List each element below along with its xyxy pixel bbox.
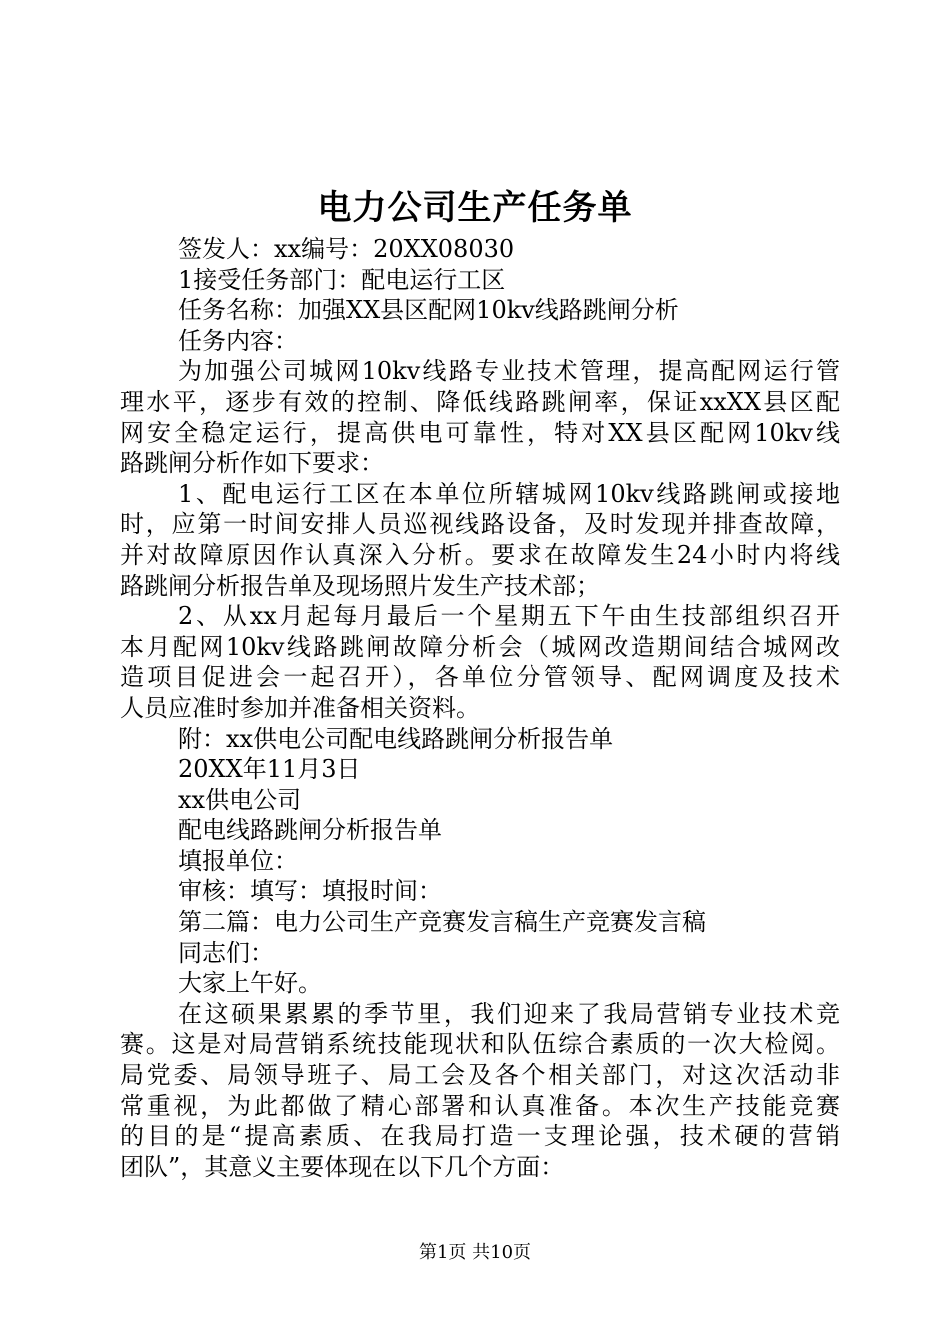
text-line: xx供电公司 bbox=[178, 785, 302, 814]
text-line: 团队”，其意义主要体现在以下几个方面： bbox=[120, 1152, 565, 1181]
text-line: 大家上午好。 bbox=[178, 969, 322, 998]
text-line: 常重视，为此都做了精心部署和认真准备。本次生产技能竞赛 bbox=[120, 1091, 840, 1120]
page-footer: 第1页 共10页 bbox=[418, 1242, 532, 1263]
text-line: 赛。这是对局营销系统技能现状和队伍综合素质的一次大检阅。 bbox=[120, 1030, 840, 1059]
text-line: 本月配网10kv线路跳闸故障分析会（城网改造期间结合城网改 bbox=[120, 632, 840, 661]
text-line: 第二篇：电力公司生产竞赛发言稿生产竞赛发言稿 bbox=[178, 908, 706, 937]
text-line: 局党委、局领导班子、局工会及各个相关部门，对这次活动非 bbox=[120, 1061, 840, 1090]
text-line: 并对故障原因作认真深入分析。要求在故障发生24小时内将线 bbox=[120, 540, 840, 569]
text-line: 配电线路跳闸分析报告单 bbox=[178, 816, 442, 845]
text-line: 同志们： bbox=[178, 938, 274, 967]
text-line: 路跳闸分析报告单及现场照片发生产技术部； bbox=[120, 571, 600, 600]
text-line: 的目的是“提高素质、在我局打造一支理论强，技术硬的营销 bbox=[120, 1122, 840, 1151]
text-line: 时，应第一时间安排人员巡视线路设备，及时发现并排查故障， bbox=[120, 510, 840, 539]
text-line: 人员应准时参加并准备相关资料。 bbox=[120, 693, 480, 722]
document-title: 电力公司生产任务单 bbox=[317, 188, 633, 228]
text-line: 2、从xx月起每月最后一个星期五下午由生技部组织召开 bbox=[178, 602, 840, 631]
text-line: 任务名称：加强XX县区配网10kv线路跳闸分析 bbox=[178, 296, 679, 325]
text-line: 1接受任务部门：配电运行工区 bbox=[178, 265, 506, 294]
text-line: 填报单位： bbox=[178, 846, 298, 875]
text-line: 任务内容： bbox=[178, 326, 298, 355]
text-line: 签发人：xx编号：20XX08030 bbox=[178, 235, 515, 263]
text-line: 路跳闸分析作如下要求： bbox=[120, 449, 384, 478]
text-line: 审核：填写：填报时间： bbox=[178, 877, 442, 906]
text-line: 在这硕果累累的季节里，我们迎来了我局营销专业技术竞 bbox=[178, 999, 840, 1028]
text-line: 附：xx供电公司配电线路跳闸分析报告单 bbox=[178, 724, 614, 753]
text-line: 造项目促进会一起召开），各单位分管领导、配网调度及技术 bbox=[120, 663, 840, 692]
text-line: 为加强公司城网10kv线路专业技术管理，提高配网运行管 bbox=[178, 357, 840, 386]
text-line: 网安全稳定运行，提高供电可靠性，特对XX县区配网10kv线 bbox=[120, 418, 840, 447]
text-line: 20XX年11月3日 bbox=[178, 755, 361, 784]
text-line: 1、配电运行工区在本单位所辖城网10kv线路跳闸或接地 bbox=[178, 479, 840, 508]
document-body bbox=[120, 234, 840, 1182]
text-line: 理水平，逐步有效的控制、降低线路跳闸率，保证xxXX县区配 bbox=[120, 387, 840, 416]
